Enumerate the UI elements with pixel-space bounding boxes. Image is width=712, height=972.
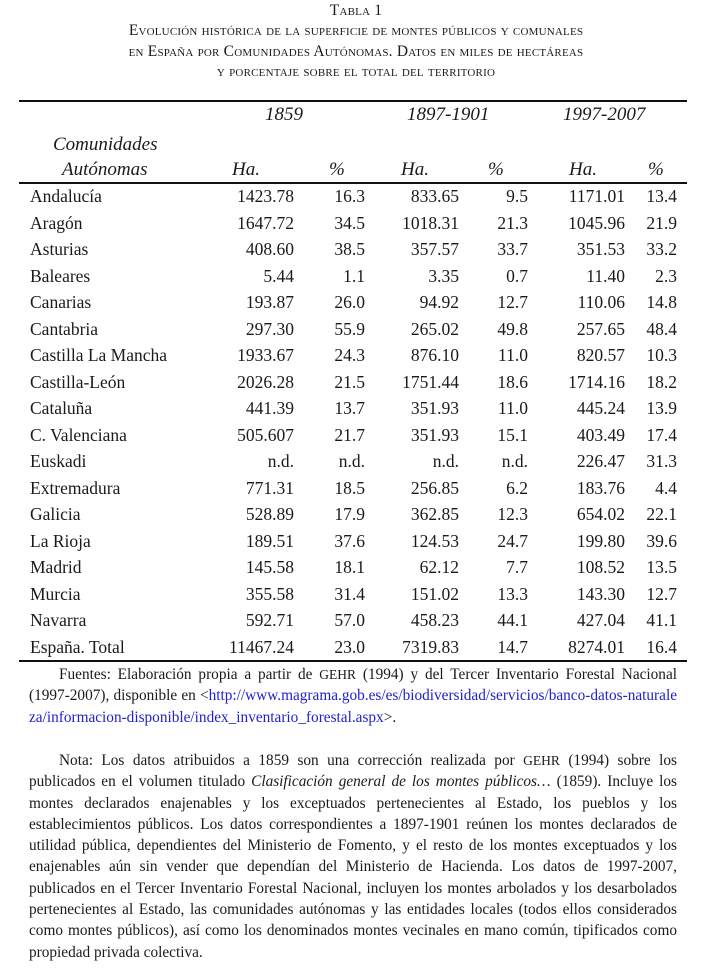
cell-ha-1997-2007: 351.53 — [576, 239, 625, 259]
cell-ha-1897-1901: 124.53 — [410, 530, 459, 551]
subheader-pct-3: % — [648, 159, 664, 180]
sources-note — [29, 664, 677, 728]
row-name: Euskadi — [30, 451, 87, 471]
cell-ha-1997-2007: 820.57 — [576, 345, 625, 365]
cell-pct-1897-1901: 6.2 — [506, 477, 528, 498]
cell-pct-1997-2007: 13.4 — [646, 186, 677, 206]
row-name: Castilla-León — [30, 371, 126, 392]
cell-pct-1897-1901: 0.7 — [506, 265, 528, 286]
cell-pct-1859: 38.5 — [334, 239, 365, 259]
cell-ha-1897-1901: 351.93 — [410, 424, 459, 445]
cell-pct-1897-1901: 14.7 — [497, 636, 528, 657]
cell-ha-1997-2007: 226.47 — [576, 451, 625, 471]
cell-pct-1859: 37.6 — [334, 530, 365, 551]
cell-ha-1997-2007: 108.52 — [576, 557, 625, 577]
cell-pct-1997-2007: 39.6 — [646, 530, 677, 551]
cell-pct-1859: 18.1 — [334, 557, 365, 577]
cell-ha-1897-1901: 7319.83 — [402, 636, 459, 657]
cell-pct-1897-1901: 49.8 — [497, 318, 528, 339]
cell-ha-1997-2007: 654.02 — [576, 504, 625, 524]
subheader-ha-3: Ha. — [569, 159, 597, 180]
row-name: La Rioja — [30, 530, 91, 551]
cell-pct-1859: 21.7 — [334, 424, 365, 445]
cell-pct-1897-1901: 11.0 — [498, 398, 528, 418]
cell-pct-1997-2007: 21.9 — [646, 212, 677, 233]
cell-ha-1997-2007: 183.76 — [576, 477, 625, 498]
cell-pct-1859: 24.3 — [334, 345, 365, 365]
note-text-3: (1859). Incluye los montes declarados enajenables y los exceptuados pertenecientes al Estado, los pueblos y los establecimientos públicos. Los datos correspondientes a 1897-1901 reúnen los montes declarados de utilidad pública, dependientes del Ministerio de Fomento, y el resto de los montes exceptuados y los enajenables aún sin vender que dependían del Ministerio de Hacienda. Los datos de 1997-2007, publicados en el Tercer Inventario Forestal Nacional, incluyen los montes arbolados y los desarbolados pertenecientes al Estado, las comunidades autónomas y las entidades locales (todos ellos considerados como montes públicos), así como los denominados montes vecinales en mano común, tipificados como propiedad privada colectiva. — [29, 773, 677, 961]
bottom-rule — [19, 660, 687, 662]
header-rule — [19, 182, 687, 184]
note-book-title: Clasificación general de los montes públicos… — [251, 773, 551, 791]
period-header-1997-2007: 1997-2007 — [563, 104, 646, 125]
subheader-pct-2: % — [488, 159, 504, 180]
cell-ha-1897-1901: 458.23 — [410, 610, 459, 630]
row-name: Andalucía — [30, 186, 102, 206]
cell-ha-1859: 505.607 — [237, 424, 294, 445]
sources-text-3: >. — [383, 708, 397, 726]
subheader-pct-1: % — [329, 159, 345, 180]
row-name: Castilla La Mancha — [30, 345, 168, 365]
row-name: Galicia — [30, 504, 81, 524]
cell-pct-1859: 21.5 — [334, 371, 365, 392]
cell-pct-1997-2007: 14.8 — [646, 292, 677, 312]
cell-pct-1897-1901: 12.7 — [497, 292, 528, 312]
cell-ha-1997-2007: 143.30 — [576, 583, 625, 604]
table-title-line-2: en España por Comunidades Autónomas. Datos en miles de hectáreas — [128, 43, 584, 60]
cell-ha-1897-1901: 94.92 — [419, 292, 459, 312]
cell-pct-1997-2007: 33.2 — [646, 239, 677, 259]
cell-ha-1997-2007: 427.04 — [576, 610, 625, 630]
cell-pct-1859: 1.1 — [343, 265, 365, 286]
table-title-line-3: y porcentaje sobre el total del territorio — [216, 63, 496, 80]
cell-ha-1997-2007: 8274.01 — [568, 636, 625, 657]
cell-pct-1897-1901: 15.1 — [497, 424, 528, 445]
row-name: Canarias — [30, 292, 92, 312]
cell-ha-1997-2007: 403.49 — [576, 424, 625, 445]
cell-pct-1897-1901: 11.0 — [498, 345, 528, 365]
note-gehr-abbrev: GEHR — [523, 753, 560, 768]
period-header-1859: 1859 — [265, 104, 303, 125]
cell-ha-1997-2007: 1714.16 — [568, 371, 625, 392]
cell-ha-1997-2007: 445.24 — [576, 398, 625, 418]
cell-pct-1897-1901: 21.3 — [497, 212, 528, 233]
row-name: Murcia — [30, 583, 81, 604]
inventory-link[interactable]: http://www.magrama.gob.es/es/biodiversidad/servicios/banco-datos-naturaleza/informacion-disponible/index_inventario_forestal.aspx — [29, 687, 677, 726]
cell-ha-1859: 189.51 — [245, 530, 294, 551]
row-name: Aragón — [30, 212, 83, 233]
cell-ha-1859: 1933.67 — [237, 345, 294, 365]
cell-ha-1859: n.d. — [267, 451, 294, 471]
cell-pct-1897-1901: 44.1 — [497, 610, 528, 630]
cell-ha-1997-2007: 11.40 — [586, 265, 625, 286]
row-name: Cantabria — [30, 318, 99, 339]
cell-ha-1897-1901: n.d. — [432, 451, 459, 471]
period-header-1897-1901: 1897-1901 — [407, 104, 490, 125]
cell-pct-1897-1901: n.d. — [501, 451, 528, 471]
cell-ha-1897-1901: 833.65 — [410, 186, 459, 206]
cell-ha-1859: 528.89 — [245, 504, 294, 524]
cell-pct-1859: 31.4 — [334, 583, 365, 604]
cell-pct-1859: 18.5 — [334, 477, 365, 498]
cell-pct-1997-2007: 13.9 — [646, 398, 677, 418]
cell-ha-1859: 11467.24 — [229, 636, 294, 657]
cell-ha-1897-1901: 1751.44 — [402, 371, 459, 392]
cell-pct-1997-2007: 41.1 — [646, 610, 677, 630]
row-name: C. Valenciana — [30, 424, 127, 445]
row-name: Cataluña — [30, 398, 93, 418]
row-name: Asturias — [30, 239, 89, 259]
top-rule — [19, 100, 687, 102]
cell-ha-1859: 5.44 — [263, 265, 294, 286]
cell-ha-1897-1901: 3.35 — [428, 265, 459, 286]
cell-ha-1859: 441.39 — [245, 398, 294, 418]
sources-text-1: Fuentes: Elaboración propia a partir de — [59, 666, 320, 683]
gehr-abbrev: GEHR — [319, 667, 357, 682]
cell-pct-1997-2007: 31.3 — [646, 451, 677, 471]
table-title-line-1: Evolución histórica de la superficie de montes públicos y comunales — [128, 22, 584, 39]
cell-ha-1859: 771.31 — [245, 477, 294, 498]
cell-ha-1997-2007: 257.65 — [576, 318, 625, 339]
cell-ha-1897-1901: 62.12 — [419, 557, 459, 577]
cell-pct-1859: 23.0 — [334, 636, 365, 657]
subheader-ha-1: Ha. — [232, 159, 260, 180]
cell-ha-1859: 193.87 — [245, 292, 294, 312]
cell-ha-1859: 408.60 — [245, 239, 294, 259]
cell-pct-1997-2007: 2.3 — [655, 265, 677, 286]
cell-pct-1997-2007: 13.5 — [646, 557, 677, 577]
cell-pct-1897-1901: 7.7 — [506, 557, 528, 577]
cell-pct-1859: 26.0 — [334, 292, 365, 312]
cell-ha-1859: 2026.28 — [237, 371, 294, 392]
cell-ha-1997-2007: 110.06 — [577, 292, 625, 312]
cell-pct-1859: 34.5 — [334, 212, 365, 233]
cell-pct-1997-2007: 4.4 — [655, 477, 677, 498]
cell-pct-1997-2007: 12.7 — [646, 583, 677, 604]
cell-ha-1859: 1647.72 — [237, 212, 294, 233]
cell-ha-1897-1901: 256.85 — [410, 477, 459, 498]
sources-text-2: (1994) y del Tercer Inventario Forestal Nacional (1997-2007), disponible en < — [29, 666, 677, 705]
note-text-2: (1994) sobre los publicados en el volumen titulado — [29, 752, 677, 791]
subheader-ha-2: Ha. — [401, 159, 429, 180]
cell-ha-1859: 1423.78 — [237, 186, 294, 206]
cell-pct-1897-1901: 33.7 — [497, 239, 528, 259]
cell-ha-1897-1901: 1018.31 — [402, 212, 459, 233]
cell-ha-1859: 145.58 — [245, 557, 294, 577]
cell-pct-1897-1901: 18.6 — [497, 371, 528, 392]
cell-ha-1897-1901: 876.10 — [410, 345, 459, 365]
row-header-line-1: Comunidades — [53, 134, 158, 155]
cell-pct-1859: 13.7 — [334, 398, 365, 418]
cell-ha-1997-2007: 1045.96 — [568, 212, 625, 233]
cell-ha-1859: 297.30 — [245, 318, 294, 339]
cell-pct-1997-2007: 48.4 — [646, 318, 677, 339]
cell-pct-1859: 57.0 — [334, 610, 365, 630]
row-name: Baleares — [30, 265, 91, 286]
cell-ha-1897-1901: 362.85 — [410, 504, 459, 524]
row-name: España. Total — [30, 636, 125, 657]
cell-pct-1859: 17.9 — [334, 504, 365, 524]
cell-ha-1897-1901: 357.57 — [410, 239, 459, 259]
cell-pct-1997-2007: 17.4 — [646, 424, 677, 445]
cell-pct-1859: 16.3 — [334, 186, 365, 206]
cell-pct-1997-2007: 18.2 — [646, 371, 677, 392]
row-name: Madrid — [30, 557, 82, 577]
cell-ha-1997-2007: 199.80 — [576, 530, 625, 551]
row-header-line-2: Autónomas — [62, 159, 148, 180]
table-label: Tabla 1 — [329, 2, 383, 19]
cell-pct-1997-2007: 10.3 — [646, 345, 677, 365]
row-name: Extremadura — [30, 477, 121, 498]
cell-ha-1897-1901: 265.02 — [410, 318, 459, 339]
cell-ha-1997-2007: 1171.01 — [568, 186, 625, 206]
cell-ha-1897-1901: 351.93 — [410, 398, 459, 418]
explanatory-note — [29, 750, 677, 963]
row-name: Navarra — [30, 610, 87, 630]
cell-ha-1859: 355.58 — [245, 583, 294, 604]
cell-ha-1859: 592.71 — [245, 610, 294, 630]
cell-pct-1897-1901: 13.3 — [497, 583, 528, 604]
cell-pct-1997-2007: 16.4 — [646, 636, 677, 657]
note-text-1: Nota: Los datos atribuidos a 1859 son una corrección realizada por — [59, 752, 524, 769]
cell-pct-1897-1901: 12.3 — [497, 504, 528, 524]
cell-ha-1897-1901: 151.02 — [410, 583, 459, 604]
cell-pct-1997-2007: 22.1 — [646, 504, 677, 524]
cell-pct-1897-1901: 24.7 — [497, 530, 528, 551]
cell-pct-1897-1901: 9.5 — [506, 186, 528, 206]
cell-pct-1859: 55.9 — [334, 318, 365, 339]
cell-pct-1859: n.d. — [338, 451, 365, 471]
